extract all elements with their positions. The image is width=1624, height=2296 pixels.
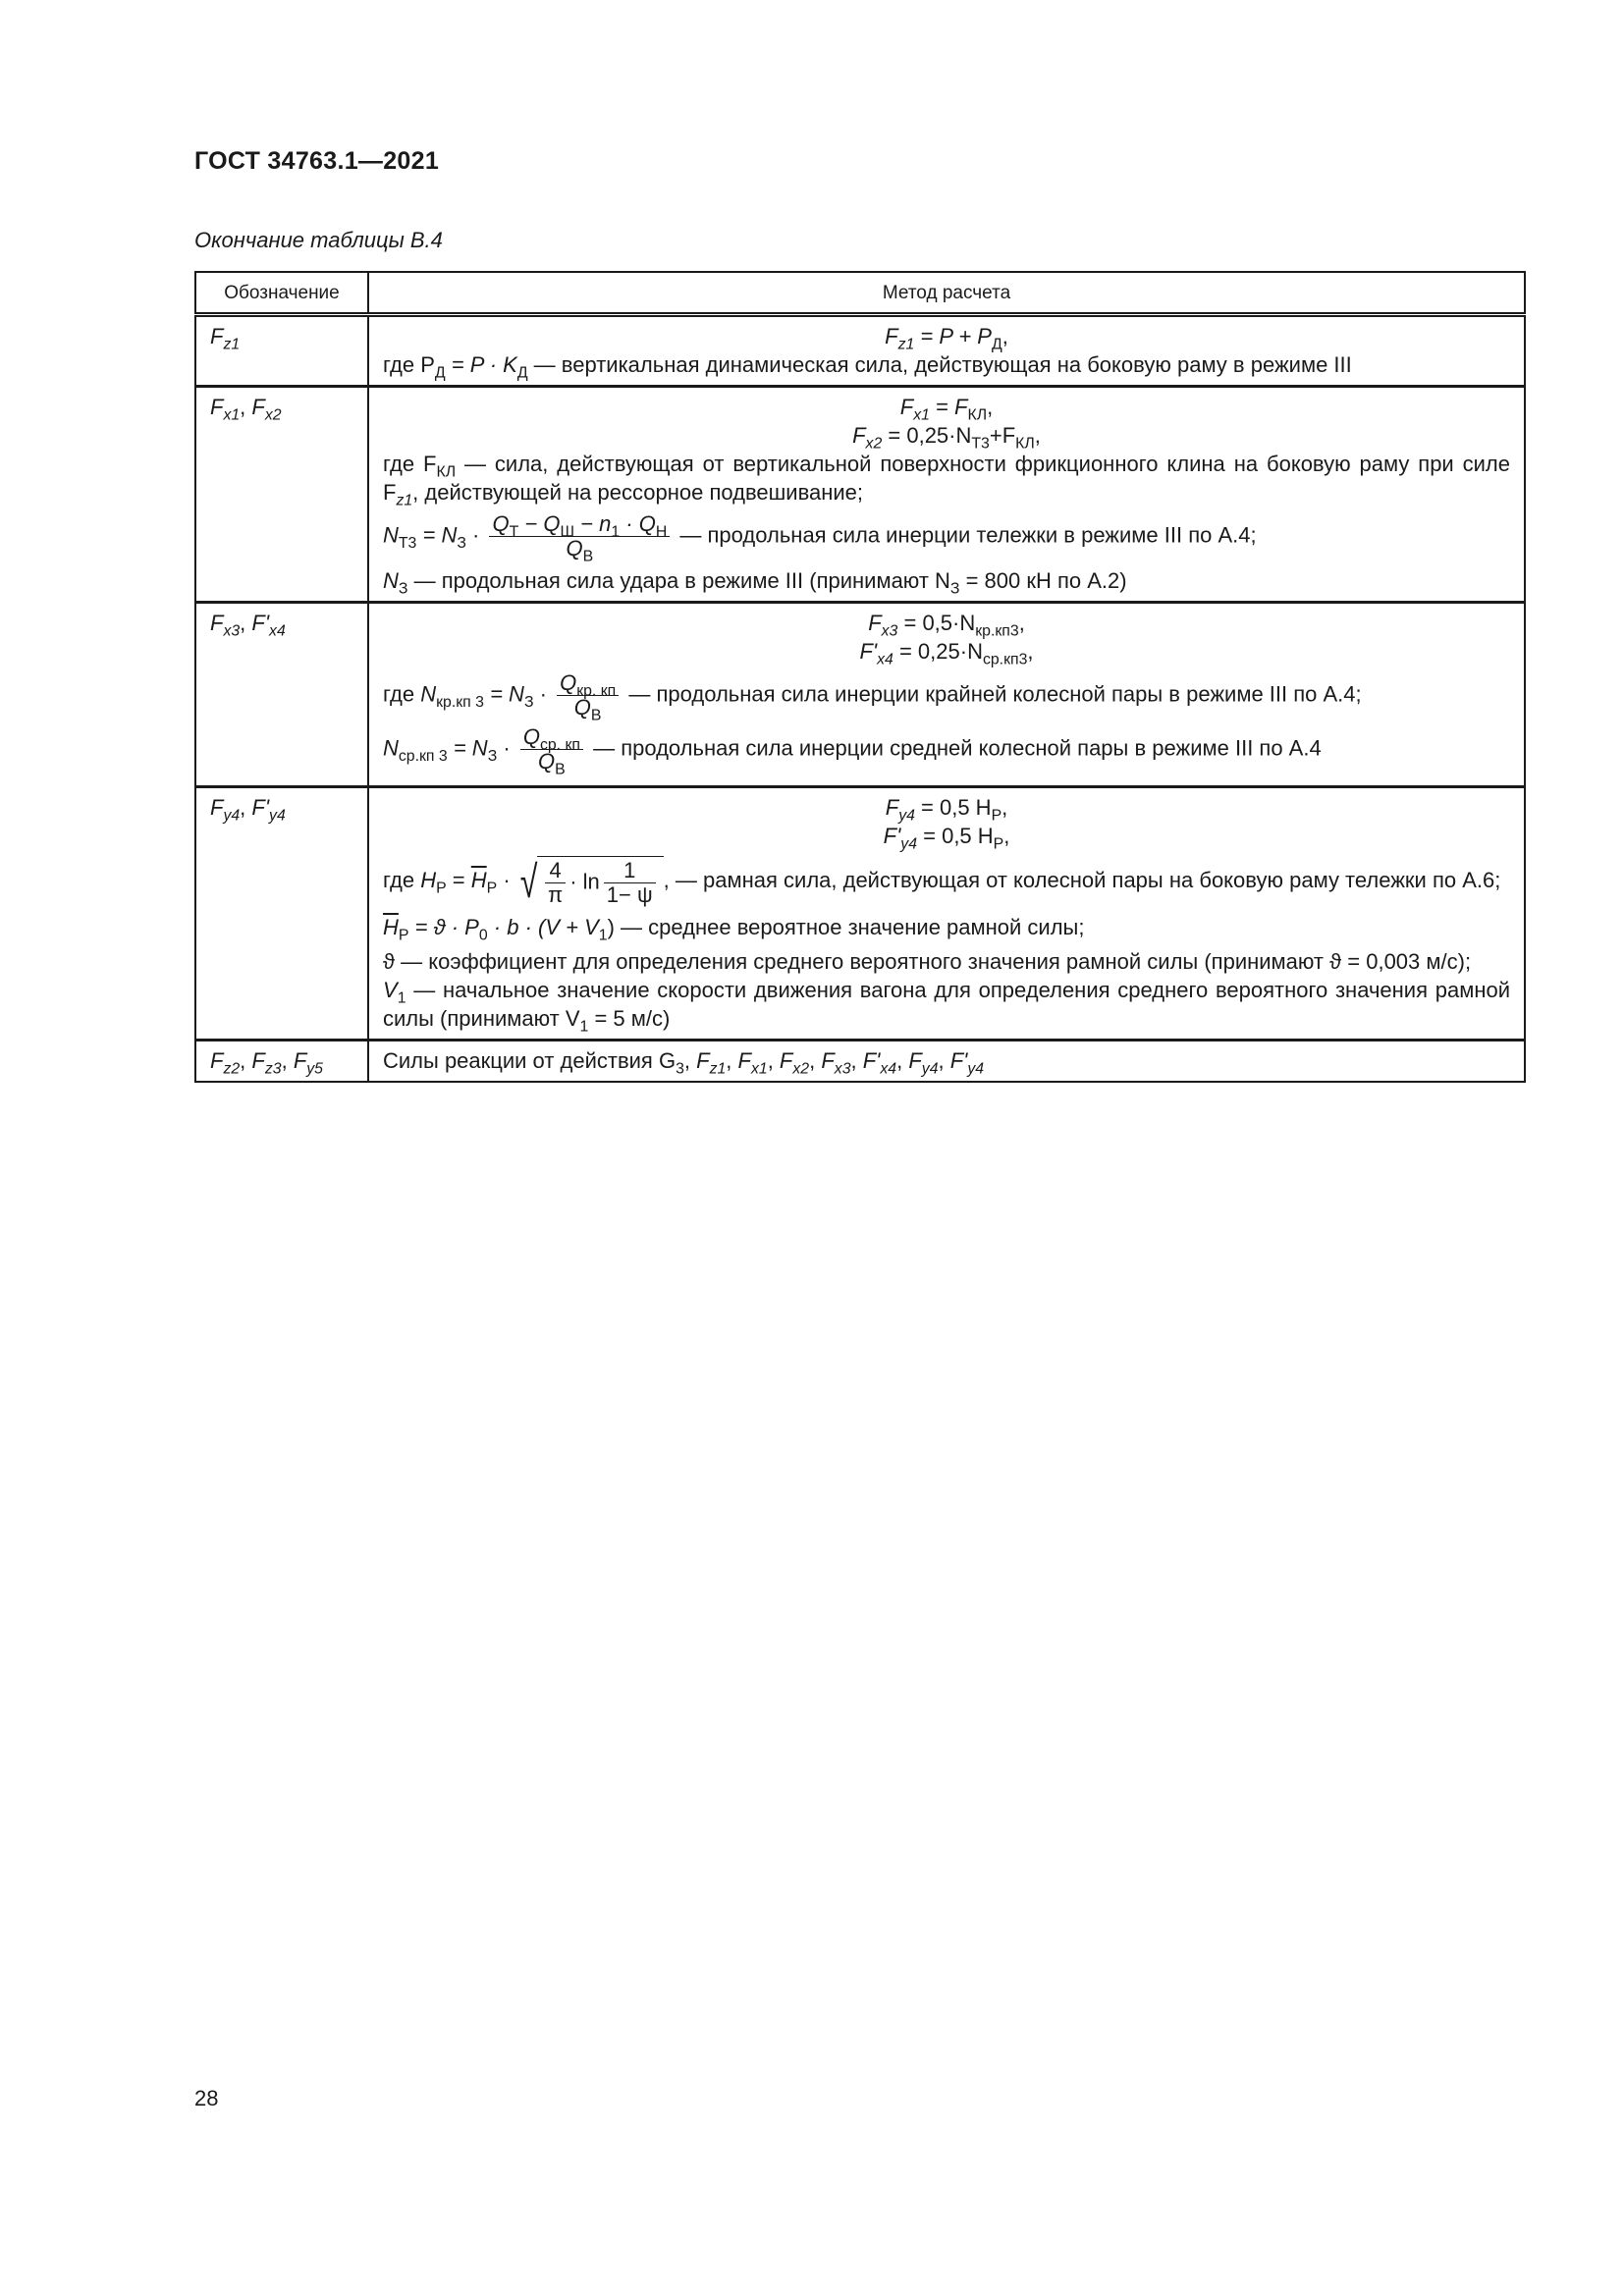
formula-hp: где $H_Р = \overline{H}_Р$ · √ $\frac{4}{\pi}$ · ln $\frac{1}{1- \psi}$ , — рамная сила, действующая от колесной пары на боковую раму тележки по А.6; — [383, 856, 1501, 907]
table-row-reactions — [195, 1041, 1525, 1083]
method-cell — [368, 787, 1525, 1041]
fraction: $\frac{Q_{ср. кп}}{Q_В}$ — [520, 725, 583, 774]
method-table — [194, 271, 1526, 1083]
designation-cell: $F_{z2}$, $F_{z3}$, $F_{y5}$ — [195, 1041, 368, 1083]
page-number: 28 — [194, 2086, 219, 2110]
method-cell — [368, 315, 1525, 387]
fkl-description: где $F_{КЛ}$ — сила, действующая от вертикальной поверхности фрикционного клина на боковую раму при силе $F_{z1}$, действующей на рессорное подвешивание; — [383, 452, 1510, 509]
sqrt-body: $\frac{4}{\pi}$ · ln $\frac{1}{1- \psi}$ — [537, 856, 664, 907]
table-row-fy4 — [195, 787, 1525, 1041]
method-cell — [368, 603, 1525, 787]
table-header-row — [195, 272, 1525, 315]
formula-nsr: $N_{ср.кп 3} = N_З$ · $\frac{Q_{ср. кп}}{Q_В}$ — продольная сила инерции средней колесной пары в режиме III по А.4 — [383, 724, 1322, 778]
formula-pd: где $P_Д = P \cdot K_Д$ — вертикальная динамическая сила, действующая на боковую раму в режиме III — [383, 352, 1352, 382]
formula-fy4-prime: $F'_{y4} = 0,5$ $H_Р$, — [883, 824, 1010, 853]
formula-fz1: $F_{z1} = P + P_Д$, — [885, 324, 1008, 353]
formula-hp-mean: $\overline{H}_Р = ϑ \cdot P_0 \cdot b \cdot (V + V_1)$ — среднее вероятное значение рамной силы; — [383, 915, 1085, 944]
document-code: ГОСТ 34763.1—2021 — [194, 147, 440, 175]
method-cell — [368, 387, 1525, 603]
fraction: $\frac{Q_Т - Q_Ш - n_1 \cdot Q_Н}{Q_В}$ — [489, 512, 670, 561]
formula-fx4: $F'_{x4} = 0,25\cdot N_{ср.кп3}$, — [859, 639, 1034, 668]
designation-cell: $F_{z1}$ — [195, 315, 368, 387]
table-row-fx1-fx2 — [195, 387, 1525, 603]
formula-fx3: $F_{x3} = 0,5\cdot N_{кр.кп3}$, — [868, 611, 1025, 640]
formula-ntz: $N_{Т3} = N_З$ · $\frac{Q_Т - Q_Ш - n_1 \cdot Q_Н}{Q_В}$ — продольная сила инерции тележки в режиме III по А.4; — [383, 511, 1257, 565]
v1-description: $V_1$ — начальное значение скорости движения вагона для определения среднего вероятного значения рамной силы (принимают $V_1 = 5$ м/с) — [383, 978, 1510, 1036]
table-row-fz1 — [195, 315, 1525, 387]
column-header-designation: Обозначение — [195, 272, 368, 315]
method-cell: Силы реакции от действия $G_3$, $F_{z1}$, $F_{x1}$, $F_{x2}$, $F_{x3}$, $F'_{x4}$, $F_{y4}$, $F'_{y4}$ — [368, 1041, 1525, 1083]
nz-description: $N_З$ — продольная сила удара в режиме III (принимают $N_З = 800$ кН по А.2) — [383, 568, 1127, 598]
designation-cell: $F_{x1}$, $F_{x2}$ — [195, 387, 368, 603]
column-header-method: Метод расчета — [368, 272, 1525, 315]
theta-description: ϑ — коэффициент для определения среднего вероятного значения рамной силы (принимают ϑ = 0,003 м/с); — [383, 949, 1472, 974]
sqrt-icon: √ — [519, 856, 538, 907]
table-row-fx3-fx4 — [195, 603, 1525, 787]
formula-nkr: где $N_{кр.кп 3} = N_З$ · $\frac{Q_{кр. кп}}{Q_В}$ — продольная сила инерции крайней колесной пары в режиме III по А.4; — [383, 670, 1362, 724]
formula-fx1: $F_{x1} = F_{КЛ}$, — [899, 395, 994, 424]
formula-fx2: $F_{x2} = 0,25\cdot N_{Т3}+F_{КЛ}$, — [852, 423, 1041, 453]
formula-fy4: $F_{y4} = 0,5$ $H_Р$, — [885, 795, 1008, 825]
fraction: $\frac{Q_{кр. кп}}{Q_В}$ — [557, 671, 619, 720]
table-caption: Окончание таблицы В.4 — [194, 228, 443, 252]
designation-cell: $F_{x3}$, $F'_{x4}$ — [195, 603, 368, 787]
designation-cell: $F_{y4}$, $F'_{y4}$ — [195, 787, 368, 1041]
